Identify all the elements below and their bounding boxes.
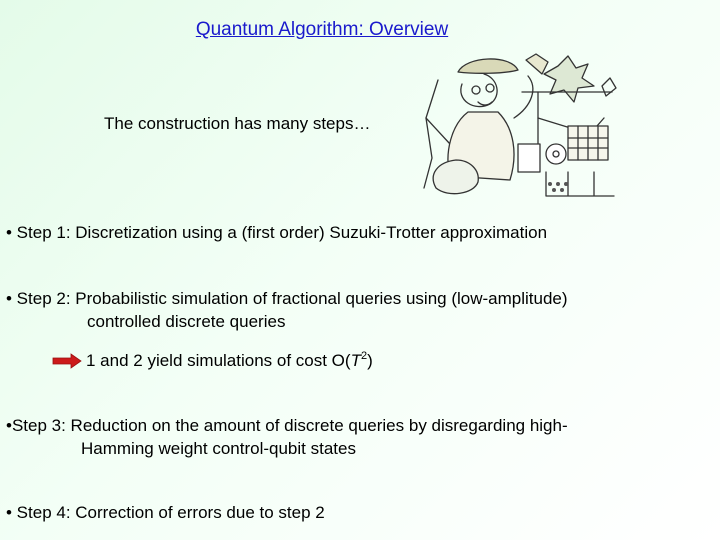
implication-text: 1 and 2 yield simulations of cost $O(T^2)$	[86, 350, 373, 370]
step-2	[6, 287, 568, 333]
step-3-text: •Step 3: Reduction on the amount of discrete queries by disregarding high-	[6, 416, 568, 435]
slide-title: Quantum Algorithm: Overview	[195, 19, 449, 40]
step-1-text: • Step 1: Discretization using a (first order) Suzuki-Trotter approximation	[6, 223, 548, 242]
implication-line	[52, 351, 373, 371]
intro-text: The construction has many steps…	[104, 114, 371, 133]
step-3	[6, 414, 568, 460]
step-4	[6, 501, 325, 524]
step-2-text: • Step 2: Probabilistic simulation of fractional queries using (low-amplitude)	[6, 289, 568, 308]
inventor-cartoon-illustration	[418, 48, 620, 200]
step-4-text: • Step 4: Correction of errors due to step 2	[6, 503, 325, 522]
right-arrow-icon	[52, 353, 82, 369]
step-2-continuation: controlled discrete queries	[87, 312, 286, 331]
step-1	[6, 221, 547, 244]
step-3-continuation: Hamming weight control-qubit states	[81, 439, 356, 458]
